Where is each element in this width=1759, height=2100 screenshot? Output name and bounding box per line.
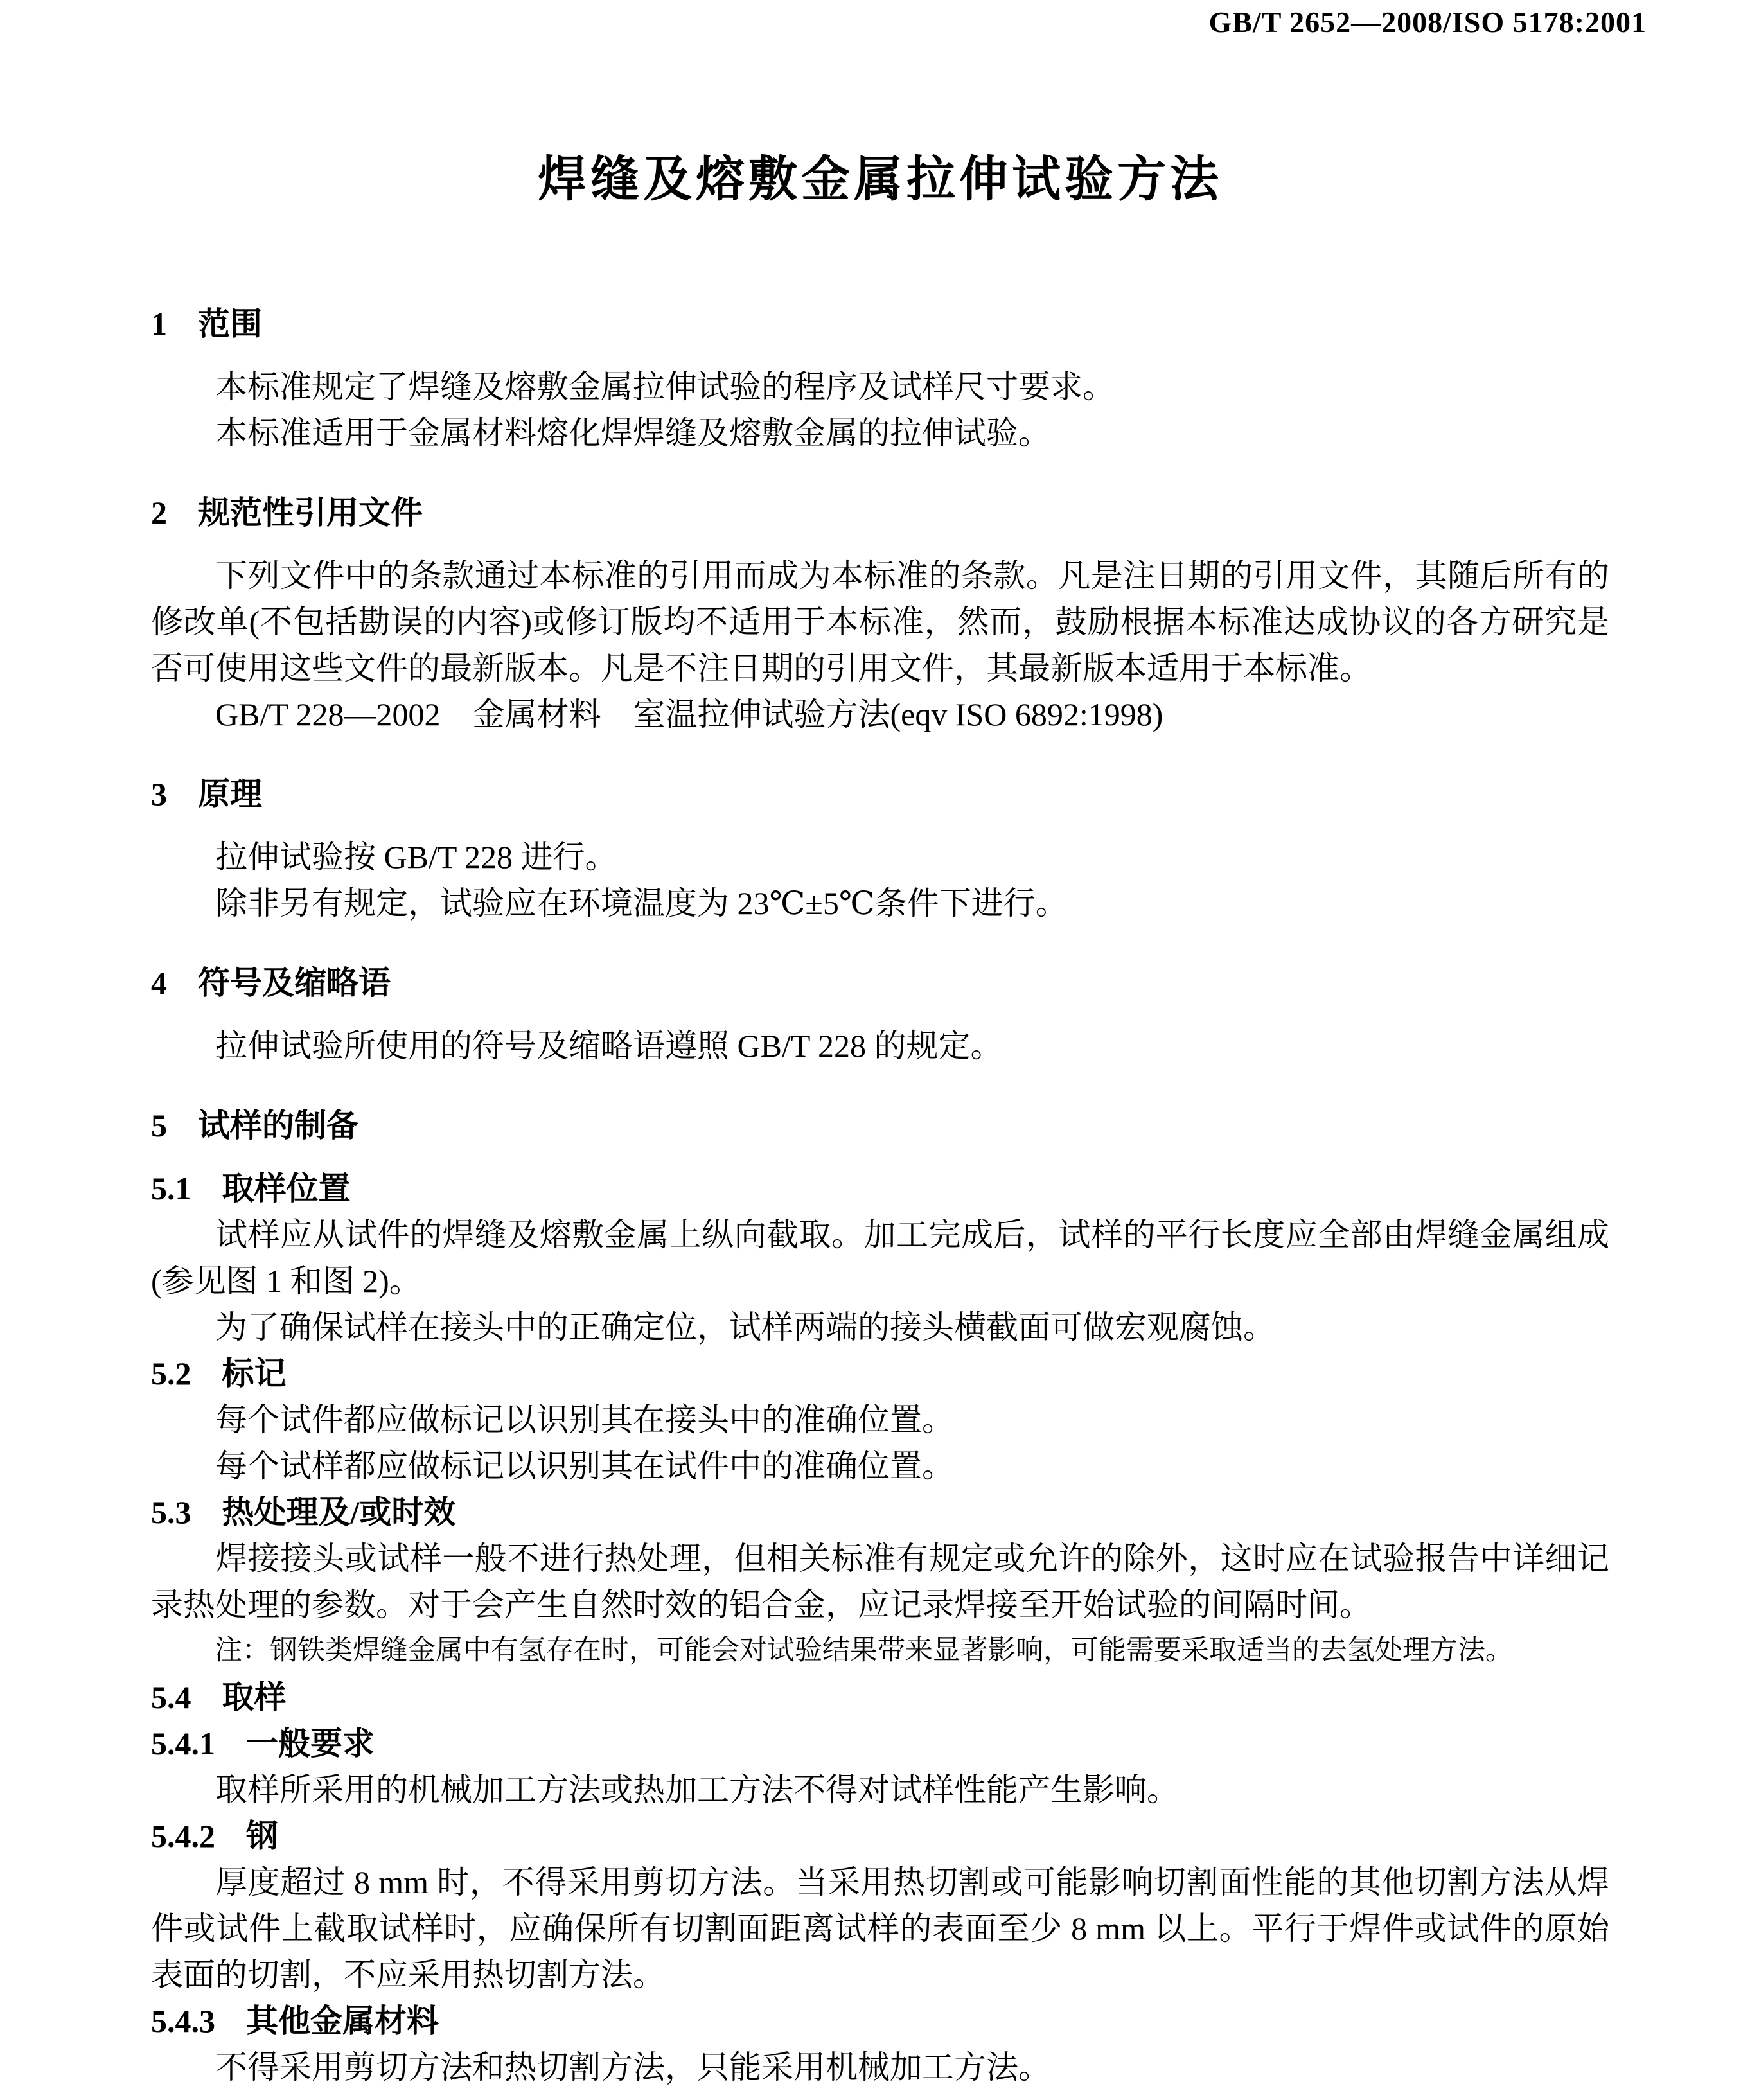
section-title: 试样的制备 [198, 1107, 358, 1143]
paragraph: 取样所采用的机械加工方法或热加工方法不得对试样性能产生影响。 [215, 1772, 1179, 1808]
section-title: 标记 [222, 1355, 287, 1391]
section-number: 1 [151, 306, 167, 342]
paragraph: 拉伸试验所使用的符号及缩略语遵照 GB/T 228 的规定。 [215, 1028, 1003, 1064]
section-title: 符号及缩略语 [198, 965, 391, 1001]
section-heading-2 [151, 490, 1609, 536]
section-number: 2 [151, 495, 167, 531]
section-heading-5-4 [151, 1674, 1609, 1720]
paragraph: 试样应从试件的焊缝及熔敷金属上纵向截取。加工完成后，试样的平行长度应全部由焊缝金属组成(参见图 1 和图 2)。 [151, 1217, 1609, 1299]
section-title: 热处理及/或时效 [222, 1494, 456, 1530]
standard-code: GB/T 2652—2008/ISO 5178:2001 [1208, 6, 1647, 39]
section-number: 5.1 [151, 1170, 191, 1206]
section-title: 取样 [222, 1679, 287, 1715]
section-number: 5.2 [151, 1355, 191, 1391]
note-paragraph: 注：钢铁类焊缝金属中有氢存在时，可能会对试验结果带来显著影响，可能需要采取适当的去氢处理方法。 [214, 1636, 1513, 1666]
section-heading-5-3 [151, 1489, 1609, 1535]
section-heading-1 [151, 301, 1609, 347]
paragraph: 每个试样都应做标记以识别其在试件中的准确位置。 [215, 1448, 954, 1484]
section-heading-4 [151, 960, 1609, 1006]
section-title: 规范性引用文件 [198, 495, 423, 531]
section-title: 取样位置 [222, 1170, 351, 1206]
section-title: 钢 [246, 1818, 278, 1854]
paragraph: 除非另有规定，试验应在环境温度为 23℃±5℃条件下进行。 [215, 885, 1068, 921]
paragraph: 不得采用剪切方法和热切割方法，只能采用机械加工方法。 [215, 2049, 1050, 2085]
section-number: 5.3 [151, 1494, 191, 1530]
paragraph: 为了确保试样在接头中的正确定位，试样两端的接头横截面可做宏观腐蚀。 [215, 1309, 1275, 1345]
document-content [151, 0, 1609, 2090]
section-number: 3 [151, 776, 167, 812]
paragraph: 拉伸试验按 GB/T 228 进行。 [215, 839, 617, 875]
section-title: 一般要求 [246, 1725, 375, 1761]
paragraph: 每个试件都应做标记以识别其在接头中的准确位置。 [215, 1402, 954, 1438]
paragraph: 焊接接头或试样一般不进行热处理，但相关标准有规定或允许的除外，这时应在试验报告中详细记录热处理的参数。对于会产生自然时效的铝合金，应记录焊接至开始试验的间隔时间。 [151, 1540, 1609, 1623]
section-title: 范围 [198, 306, 262, 342]
paragraph: 本标准规定了焊缝及熔敷金属拉伸试验的程序及试样尺寸要求。 [215, 369, 1115, 405]
section-number: 4 [151, 965, 167, 1001]
section-number: 5.4 [151, 1679, 191, 1715]
section-heading-5 [151, 1102, 1609, 1149]
section-number: 5.4.2 [151, 1818, 215, 1854]
section-number: 5.4.3 [151, 2003, 215, 2039]
section-title: 其他金属材料 [246, 2003, 439, 2039]
section-heading-5-4-1 [151, 1720, 1609, 1767]
paragraph: 厚度超过 8 mm 时，不得采用剪切方法。当采用热切割或可能影响切割面性能的其他切割方法从焊件或试件上截取试样时，应确保所有切割面距离试样的表面至少 8 mm 以上。平行于焊件或试件的原始表面的切割，不应采用热切割方法。 [151, 1864, 1609, 1993]
reference-entry: GB/T 228—2002 金属材料 室温拉伸试验方法(eqv ISO 6892:1998) [215, 696, 1163, 732]
paragraph: 下列文件中的条款通过本标准的引用而成为本标准的条款。凡是注日期的引用文件，其随后所有的修改单(不包括勘误的内容)或修订版均不适用于本标准，然而，鼓励根据本标准达成协议的各方研究是否可使用这些文件的最新版本。凡是不注日期的引用文件，其最新版本适用于本标准。 [151, 558, 1609, 686]
section-number: 5.4.1 [151, 1725, 215, 1761]
section-heading-5-4-3 [151, 1998, 1609, 2044]
paragraph: 本标准适用于金属材料熔化焊焊缝及熔敷金属的拉伸试验。 [215, 415, 1050, 451]
section-heading-3 [151, 771, 1609, 817]
section-heading-5-2 [151, 1350, 1609, 1397]
section-heading-5-4-2 [151, 1813, 1609, 1859]
section-number: 5 [151, 1107, 167, 1143]
section-heading-5-1 [151, 1165, 1609, 1212]
section-title: 原理 [198, 776, 262, 812]
document-title: 焊缝及熔敷金属拉伸试验方法 [538, 153, 1223, 207]
